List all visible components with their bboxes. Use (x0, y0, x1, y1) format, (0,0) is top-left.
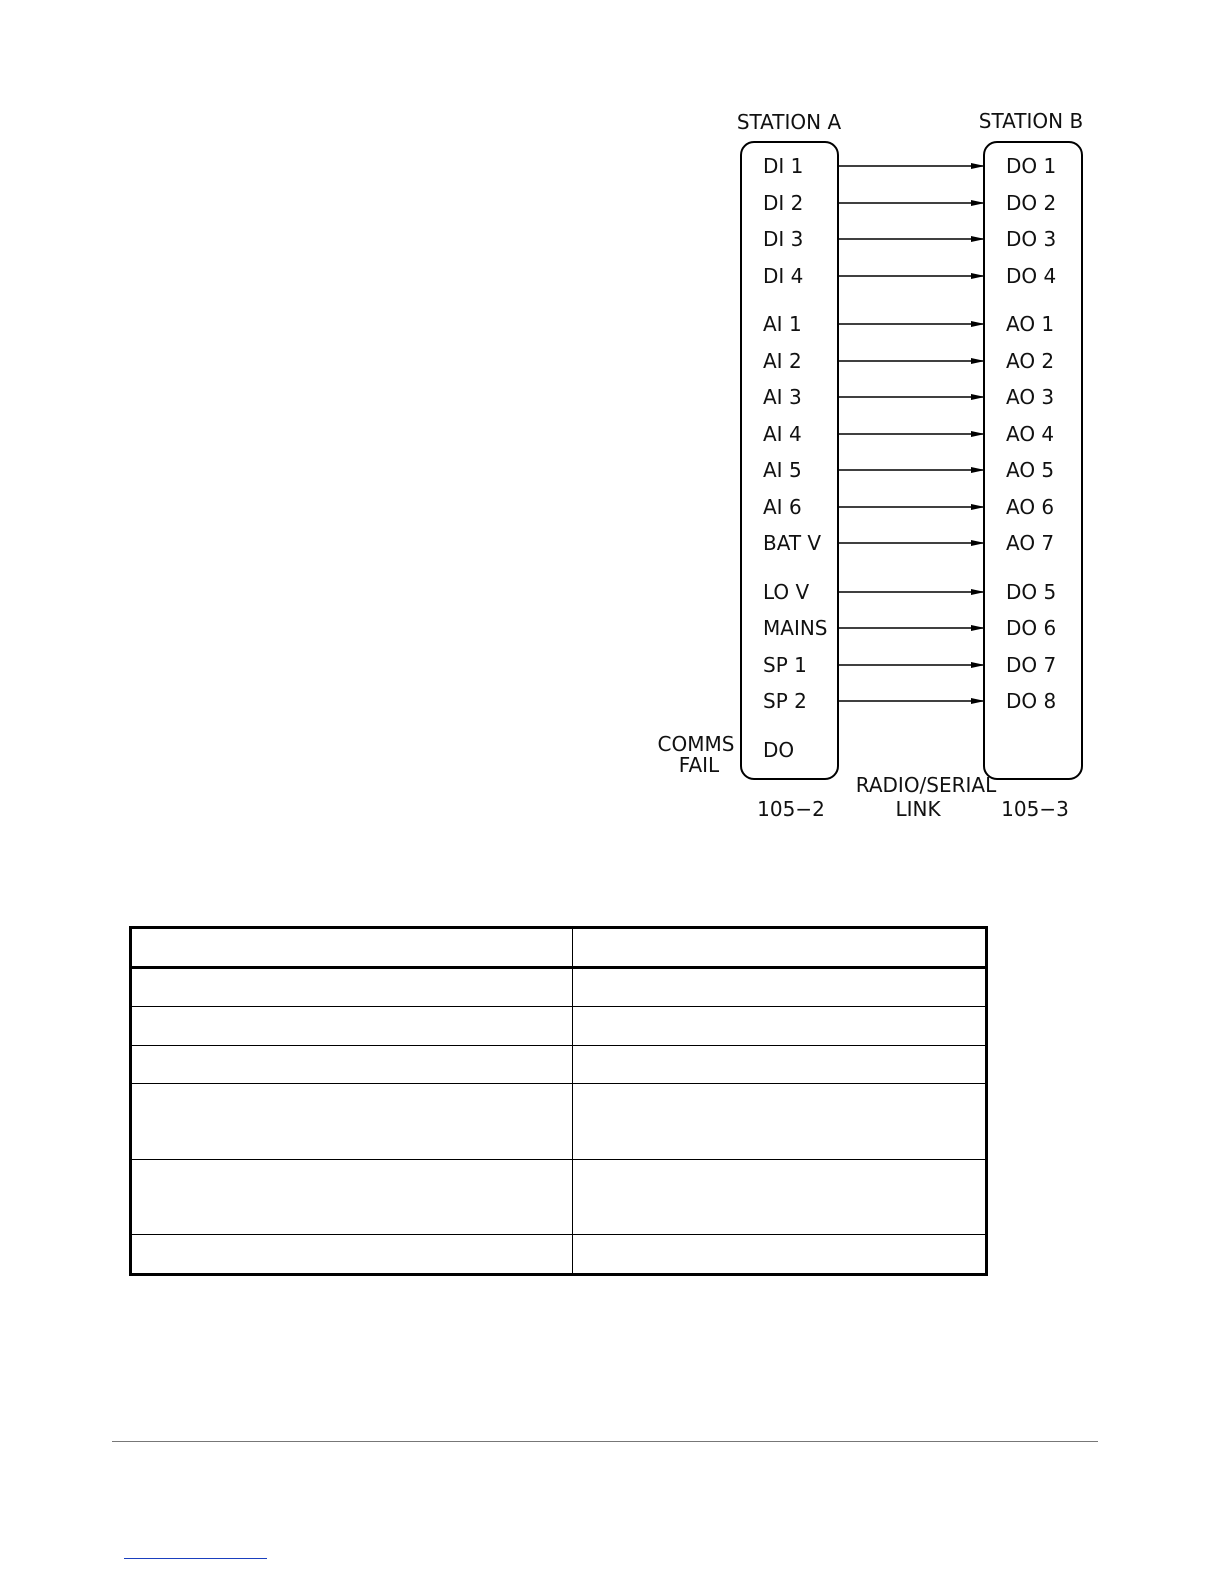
table-cell (131, 928, 573, 968)
station-a-title: STATION A (736, 110, 842, 134)
comms-fail-output-label: DO (763, 738, 795, 762)
table-cell (131, 1160, 573, 1235)
station-b-signal: AO 5 (1006, 458, 1055, 482)
station-b-signal: DO 6 (1006, 616, 1057, 640)
station-a-signal: DI 4 (763, 264, 804, 288)
footer-link-underline (124, 1558, 267, 1559)
table-cell (572, 1046, 986, 1084)
table-cell (572, 1084, 986, 1160)
table-header-row (131, 928, 987, 968)
table-cell (572, 1235, 986, 1275)
station-b-signal: AO 4 (1006, 422, 1055, 446)
station-a-signal: AI 2 (763, 349, 802, 373)
table-row (131, 1084, 987, 1160)
station-b-signal-list (1006, 154, 1056, 713)
station-a-signal: DI 2 (763, 191, 804, 215)
station-a-signal: AI 1 (763, 312, 802, 336)
station-b-signal: DO 8 (1006, 689, 1057, 713)
table-cell (131, 1084, 573, 1160)
comms-fail-label-line1: COMMS (657, 732, 735, 756)
station-b-signal: AO 7 (1006, 531, 1055, 555)
station-b-signal: DO 4 (1006, 264, 1057, 288)
table-cell (572, 1007, 986, 1046)
table-cell (131, 1235, 573, 1275)
station-a-signal: BAT V (763, 531, 822, 555)
signal-links (838, 166, 984, 701)
station-b-signal: DO 1 (1006, 154, 1057, 178)
link-label-line1: RADIO/SERIAL (855, 773, 997, 797)
station-b-signal: AO 6 (1006, 495, 1055, 519)
station-a-signal: DI 3 (763, 227, 804, 251)
station-b-signal: AO 1 (1006, 312, 1055, 336)
station-b-signal: DO 7 (1006, 653, 1057, 677)
station-a-signal-list (763, 154, 828, 713)
station-a-signal: SP 1 (763, 653, 807, 677)
table-cell (572, 928, 986, 968)
comms-fail-label-line2: FAIL (678, 753, 720, 777)
station-a-signal: LO V (763, 580, 810, 604)
station-a-signal: DI 1 (763, 154, 804, 178)
table-row (131, 1007, 987, 1046)
station-a-signal: AI 3 (763, 385, 802, 409)
table-row (131, 1235, 987, 1275)
station-a-signal: MAINS (763, 616, 828, 640)
table-cell (572, 1160, 986, 1235)
station-b-signal: DO 5 (1006, 580, 1057, 604)
table-cell (131, 1046, 573, 1084)
station-a-signal: AI 6 (763, 495, 802, 519)
table-cell (131, 1007, 573, 1046)
station-a-signal: AI 5 (763, 458, 802, 482)
station-a-signal: SP 2 (763, 689, 807, 713)
table-row (131, 968, 987, 1007)
link-label-line2: LINK (895, 797, 941, 821)
station-b-signal: DO 3 (1006, 227, 1057, 251)
station-b-title: STATION B (978, 109, 1084, 133)
station-b-signal: DO 2 (1006, 191, 1057, 215)
station-b-signal: AO 3 (1006, 385, 1055, 409)
table-row (131, 1160, 987, 1235)
table-cell (131, 968, 573, 1007)
station-a-id: 105−2 (757, 797, 825, 821)
station-b-id: 105−3 (1001, 797, 1069, 821)
station-b-signal: AO 2 (1006, 349, 1055, 373)
blank-table (129, 926, 988, 1276)
table-cell (572, 968, 986, 1007)
table-row (131, 1046, 987, 1084)
station-a-signal: AI 4 (763, 422, 802, 446)
footer-rule (112, 1441, 1098, 1442)
